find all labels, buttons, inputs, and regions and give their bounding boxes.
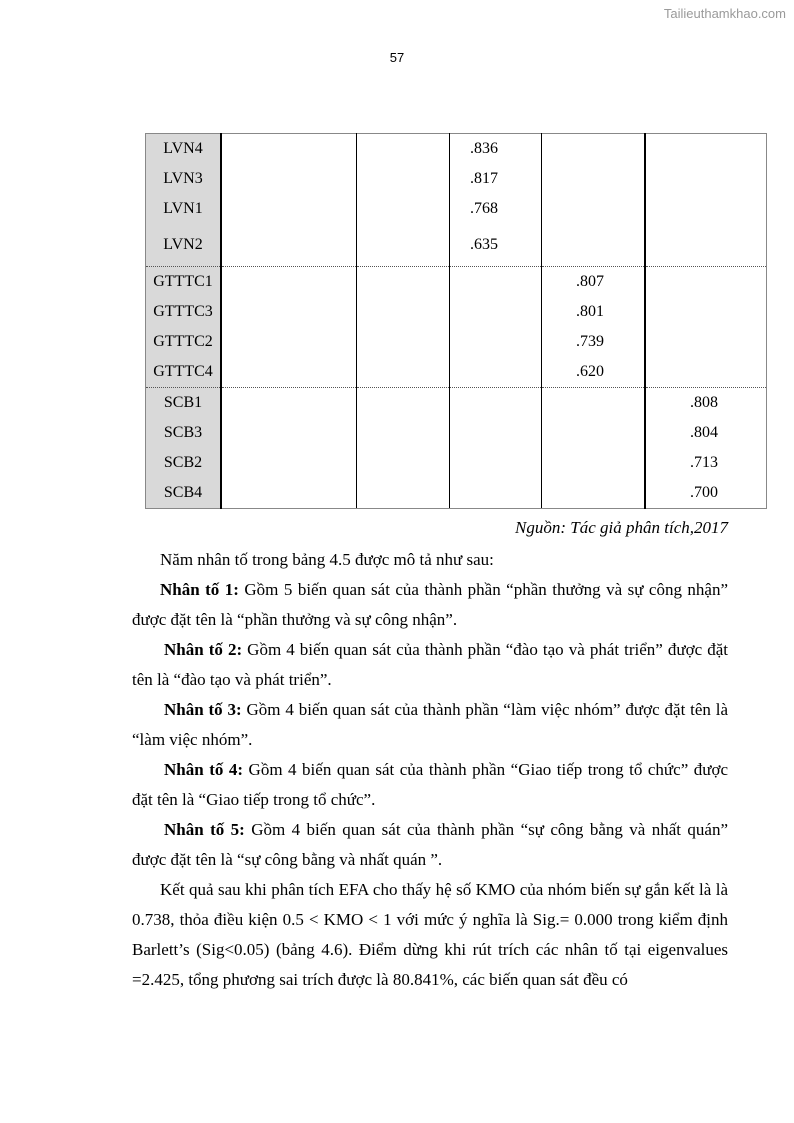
row-label: GTTTC1 bbox=[146, 267, 222, 298]
factor-4-label: Nhân tố 4: bbox=[164, 760, 244, 779]
row-label: LVN2 bbox=[146, 224, 222, 267]
table-row bbox=[146, 478, 767, 509]
row-label: SCB1 bbox=[146, 388, 222, 419]
row-label: GTTTC3 bbox=[146, 297, 222, 327]
factor-4-text: Gồm 4 biến quan sát của thành phần “Giao tiếp trong tổ chức” được đặt tên là “Giao tiếp trong tổ chức”. bbox=[132, 760, 728, 809]
intro-paragraph: Năm nhân tố trong bảng 4.5 được mô tả như sau: bbox=[160, 550, 494, 569]
loading-value: .808 bbox=[645, 388, 767, 419]
factor-2-label: Nhân tố 2: bbox=[164, 640, 243, 659]
loading-value: .739 bbox=[542, 327, 646, 357]
factor-4-paragraph bbox=[132, 755, 728, 815]
loading-value: .807 bbox=[542, 267, 646, 298]
loading-value: .700 bbox=[645, 478, 767, 509]
row-label: SCB2 bbox=[146, 448, 222, 478]
row-label: SCB4 bbox=[146, 478, 222, 509]
factor-loading-table bbox=[145, 133, 767, 509]
row-label: GTTTC2 bbox=[146, 327, 222, 357]
loading-value: .817 bbox=[450, 164, 542, 194]
loading-value: .635 bbox=[450, 224, 542, 267]
table-row bbox=[146, 164, 767, 194]
factor-1-text: Gồm 5 biến quan sát của thành phần “phần thưởng và sự công nhận” được đặt tên là “phần thưởng và sự công nhận”. bbox=[132, 580, 728, 629]
loading-value: .768 bbox=[450, 194, 542, 224]
table-row bbox=[146, 297, 767, 327]
factor-2-text: Gồm 4 biến quan sát của thành phần “đào tạo và phát triển” được đặt tên là “đào tạo và phát triển”. bbox=[132, 640, 728, 689]
table-row bbox=[146, 418, 767, 448]
factor-2-paragraph bbox=[132, 635, 728, 695]
table-row bbox=[146, 267, 767, 298]
factor-5-label: Nhân tố 5: bbox=[164, 820, 245, 839]
body-text bbox=[132, 545, 728, 995]
table-row bbox=[146, 327, 767, 357]
watermark: Tailieuthamkhao.com bbox=[663, 6, 786, 21]
factor-3-label: Nhân tố 3: bbox=[164, 700, 242, 719]
table-row bbox=[146, 134, 767, 165]
row-label: SCB3 bbox=[146, 418, 222, 448]
loading-value: .713 bbox=[645, 448, 767, 478]
table-row bbox=[146, 357, 767, 388]
row-label: LVN4 bbox=[146, 134, 222, 165]
factor-3-paragraph bbox=[132, 695, 728, 755]
table-row bbox=[146, 224, 767, 267]
factor-5-paragraph bbox=[132, 815, 728, 875]
loading-value: .620 bbox=[542, 357, 646, 388]
row-label: GTTTC4 bbox=[146, 357, 222, 388]
factor-1-paragraph bbox=[132, 575, 728, 635]
table-row bbox=[146, 194, 767, 224]
factor-1-label: Nhân tố 1: bbox=[160, 580, 239, 599]
row-label: LVN3 bbox=[146, 164, 222, 194]
table-row bbox=[146, 448, 767, 478]
source-note: Nguồn: Tác giả phân tích,2017 bbox=[515, 518, 728, 537]
page-number: 57 bbox=[389, 50, 405, 65]
table-row bbox=[146, 388, 767, 419]
row-label: LVN1 bbox=[146, 194, 222, 224]
result-paragraph: Kết quả sau khi phân tích EFA cho thấy hệ số KMO của nhóm biến sự gắn kết là là 0.738, thỏa điều kiện 0.5 < KMO < 1 với mức ý nghĩa là Sig.= 0.000 trong kiểm định Barlett’s (Sig<0.05) (bảng 4.6). Điểm dừng khi rút trích các nhân tố tại eigenvalues =2.425, tổng phương sai trích được là 80.841%, các biến quan sát đều có bbox=[132, 880, 728, 989]
factor-3-text: Gồm 4 biến quan sát của thành phần “làm việc nhóm” được đặt tên là “làm việc nhóm”. bbox=[132, 700, 728, 749]
factor-5-text: Gồm 4 biến quan sát của thành phần “sự công bằng và nhất quán” được đặt tên là “sự công bằng và nhất quán ”. bbox=[132, 820, 728, 869]
loading-value: .804 bbox=[645, 418, 767, 448]
loading-value: .801 bbox=[542, 297, 646, 327]
loading-value: .836 bbox=[450, 134, 542, 165]
